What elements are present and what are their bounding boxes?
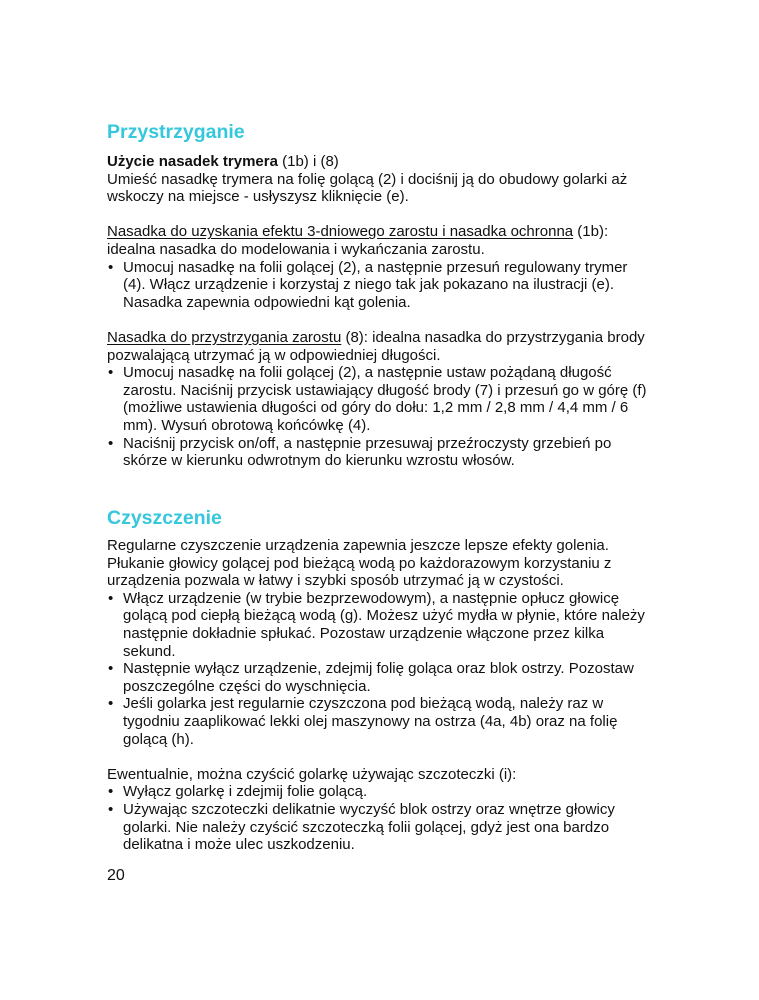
section-body-trimming <box>107 153 652 470</box>
block2-title: Nasadka do przystrzygania zarostu <box>107 328 342 346</box>
trimmer-intro-text: Umieść nasadkę trymera na folię golącą (2) i dociśnij ją do obudowy golarki aż wskoczy na miejsce - usłyszysz kliknięcie (e). <box>107 170 628 206</box>
block2-desc: (8): idealna nasadka do przystrzygania brody pozwalającą utrzymać ją w odpowiedniej długości. <box>107 328 645 364</box>
list-item: • Umocuj nasadkę na folii golącej (2), a następnie przesuń regulowany trymer (4). Włącz urządzenie i korzystaj z niego tak jak pokazano na ilustracji (e). Nasadka zapewnia odpowiedni kąt golenia. <box>107 259 652 312</box>
block1-title: Nasadka do uzyskania efektu 3-dniowego zarostu i nasadka ochronna <box>107 223 574 241</box>
list-item: • Naciśnij przycisk on/off, a następnie przesuwaj przeźroczysty grzebień po skórze w kierunku odwrotnym do kierunku wzrostu włosów. <box>107 435 652 470</box>
page-number: 20 <box>107 867 125 884</box>
list-item: • Wyłącz golarkę i zdejmij folie golącą. <box>107 783 652 801</box>
block2-list <box>107 364 652 470</box>
brush-intro: Ewentualnie, można czyścić golarkę używając szczoteczki (i): <box>107 765 517 783</box>
trimmer-intro <box>107 153 652 171</box>
trimmer-intro-bold: Użycie nasadek trymera <box>107 153 278 170</box>
block2-heading <box>107 329 652 364</box>
brush-list <box>107 783 652 853</box>
list-item: • Włącz urządzenie (w trybie bezprzewodowym), a następnie opłucz głowicę golącą pod ciepłą bieżącą wodą (g). Możesz użyć mydła w płynie, które należy następnie dokładnie spłukać. Pozostaw urządzenie włączone przez kilka sekund. <box>107 590 652 660</box>
cleaning-list <box>107 590 652 748</box>
list-item: • Jeśli golarka jest regularnie czyszczona pod bieżącą wodą, należy raz w tygodniu zaaplikować lekki olej maszynowy na ostrza (4a, 4b) oraz na folię golącą (h). <box>107 695 652 748</box>
list-item: • Używając szczoteczki delikatnie wyczyść blok ostrzy oraz wnętrze głowicy golarki. Nie należy czyścić szczoteczką folii golącej, gdyż jest ona bardzo delikatna i może ulec uszkodzeniu. <box>107 801 652 854</box>
block1-desc: (1b): idealna nasadka do modelowania i wykańczania zarostu. <box>107 223 609 258</box>
list-item: • Następnie wyłącz urządzenie, zdejmij folię goląca oraz blok ostrzy. Pozostaw poszczególne części do wyschnięcia. <box>107 660 652 695</box>
section-title-cleaning: Czyszczenie <box>107 507 222 529</box>
trimmer-intro-ref: (1b) i (8) <box>277 153 339 170</box>
list-item: • Umocuj nasadkę na folii golącej (2), a następnie ustaw pożądaną długość zarostu. Naciśnij przycisk ustawiający długość brody (7) i przesuń go w górę (f) (możliwe ustawienia długości od góry do dołu: 1,2 mm / 2,8 mm / 4,4 mm / 6 mm). Wysuń obrotową końcówkę (4). <box>107 364 652 434</box>
section-title-trimming: Przystrzyganie <box>107 121 245 143</box>
section-body-cleaning <box>107 537 652 854</box>
block1-list <box>107 259 652 312</box>
cleaning-intro: Regularne czyszczenie urządzenia zapewnia jeszcze lepsze efekty golenia. Płukanie głowicy golącej pod bieżącą wodą po każdorazowym korzystaniu z urządzenia pozwala w łatwy i szybki sposób utrzymać ją w czystości. <box>107 537 612 590</box>
block1-heading <box>107 223 652 258</box>
